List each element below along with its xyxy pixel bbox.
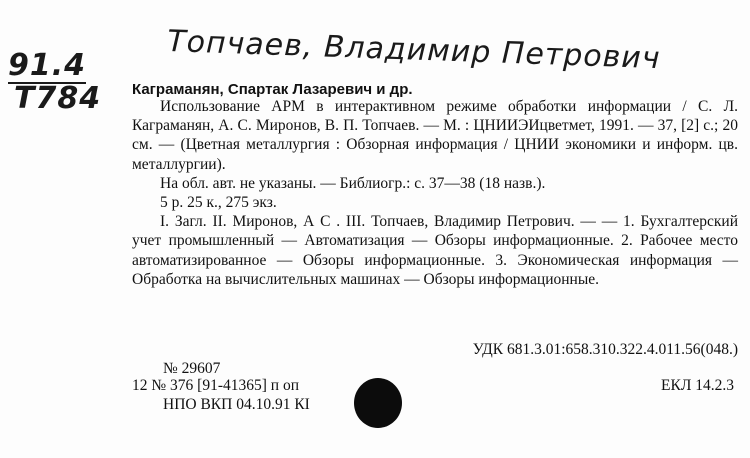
ekl-code: ЕКЛ 14.2.3 [661,377,734,394]
price-line: 5 р. 25 к., 275 экз. [160,194,277,212]
title-paragraph: Использование АРМ в интерактивном режиме обработки информации / С. Л. Каграманян, А. С. Миронов, В. П. Топчаев. — М. : ЦНИИЭИцветмет, 1991. — 37, [2] с.; 20 см. — (Цветная металлургия : Обзорная информация / ЦНИИ экономики и информ. цв. металлургии). [132,98,738,173]
shelf-mark-class: 91.4 [8,48,87,83]
udk-code: УДК 681.3.01:658.310.322.4.011.56(048.) [472,341,738,358]
npo-line: НПО ВКП 04.10.91 КІ [163,396,310,413]
subjects-paragraph: I. Загл. II. Миронов, А С . III. Топчаев, Владимир Петрович. — — 1. Бухгалтерский учет промышленный — Автоматизация — Обзоры информационные. 2. Рабочее место автоматизированное — Обзоры информационные. 3. Экономическая информация — Обработка на вычислительных машинах — Обзоры информационные. [132,213,738,288]
order-line: 12 № 376 [91-41365] п оп [132,377,299,394]
ink-blot-stamp [354,378,402,428]
accession-number: № 29607 [163,360,221,377]
shelf-mark-author-code: Т784 [14,81,102,116]
card-body [132,97,738,289]
card-heading: Каграманян, Спартак Лазаревич и др. [132,81,413,98]
note-paragraph: На обл. авт. не указаны. — Библиогр.: с. 37—38 (18 назв.). [160,174,546,192]
handwritten-author-name: Топчаев, Владимир Петрович [166,24,662,77]
